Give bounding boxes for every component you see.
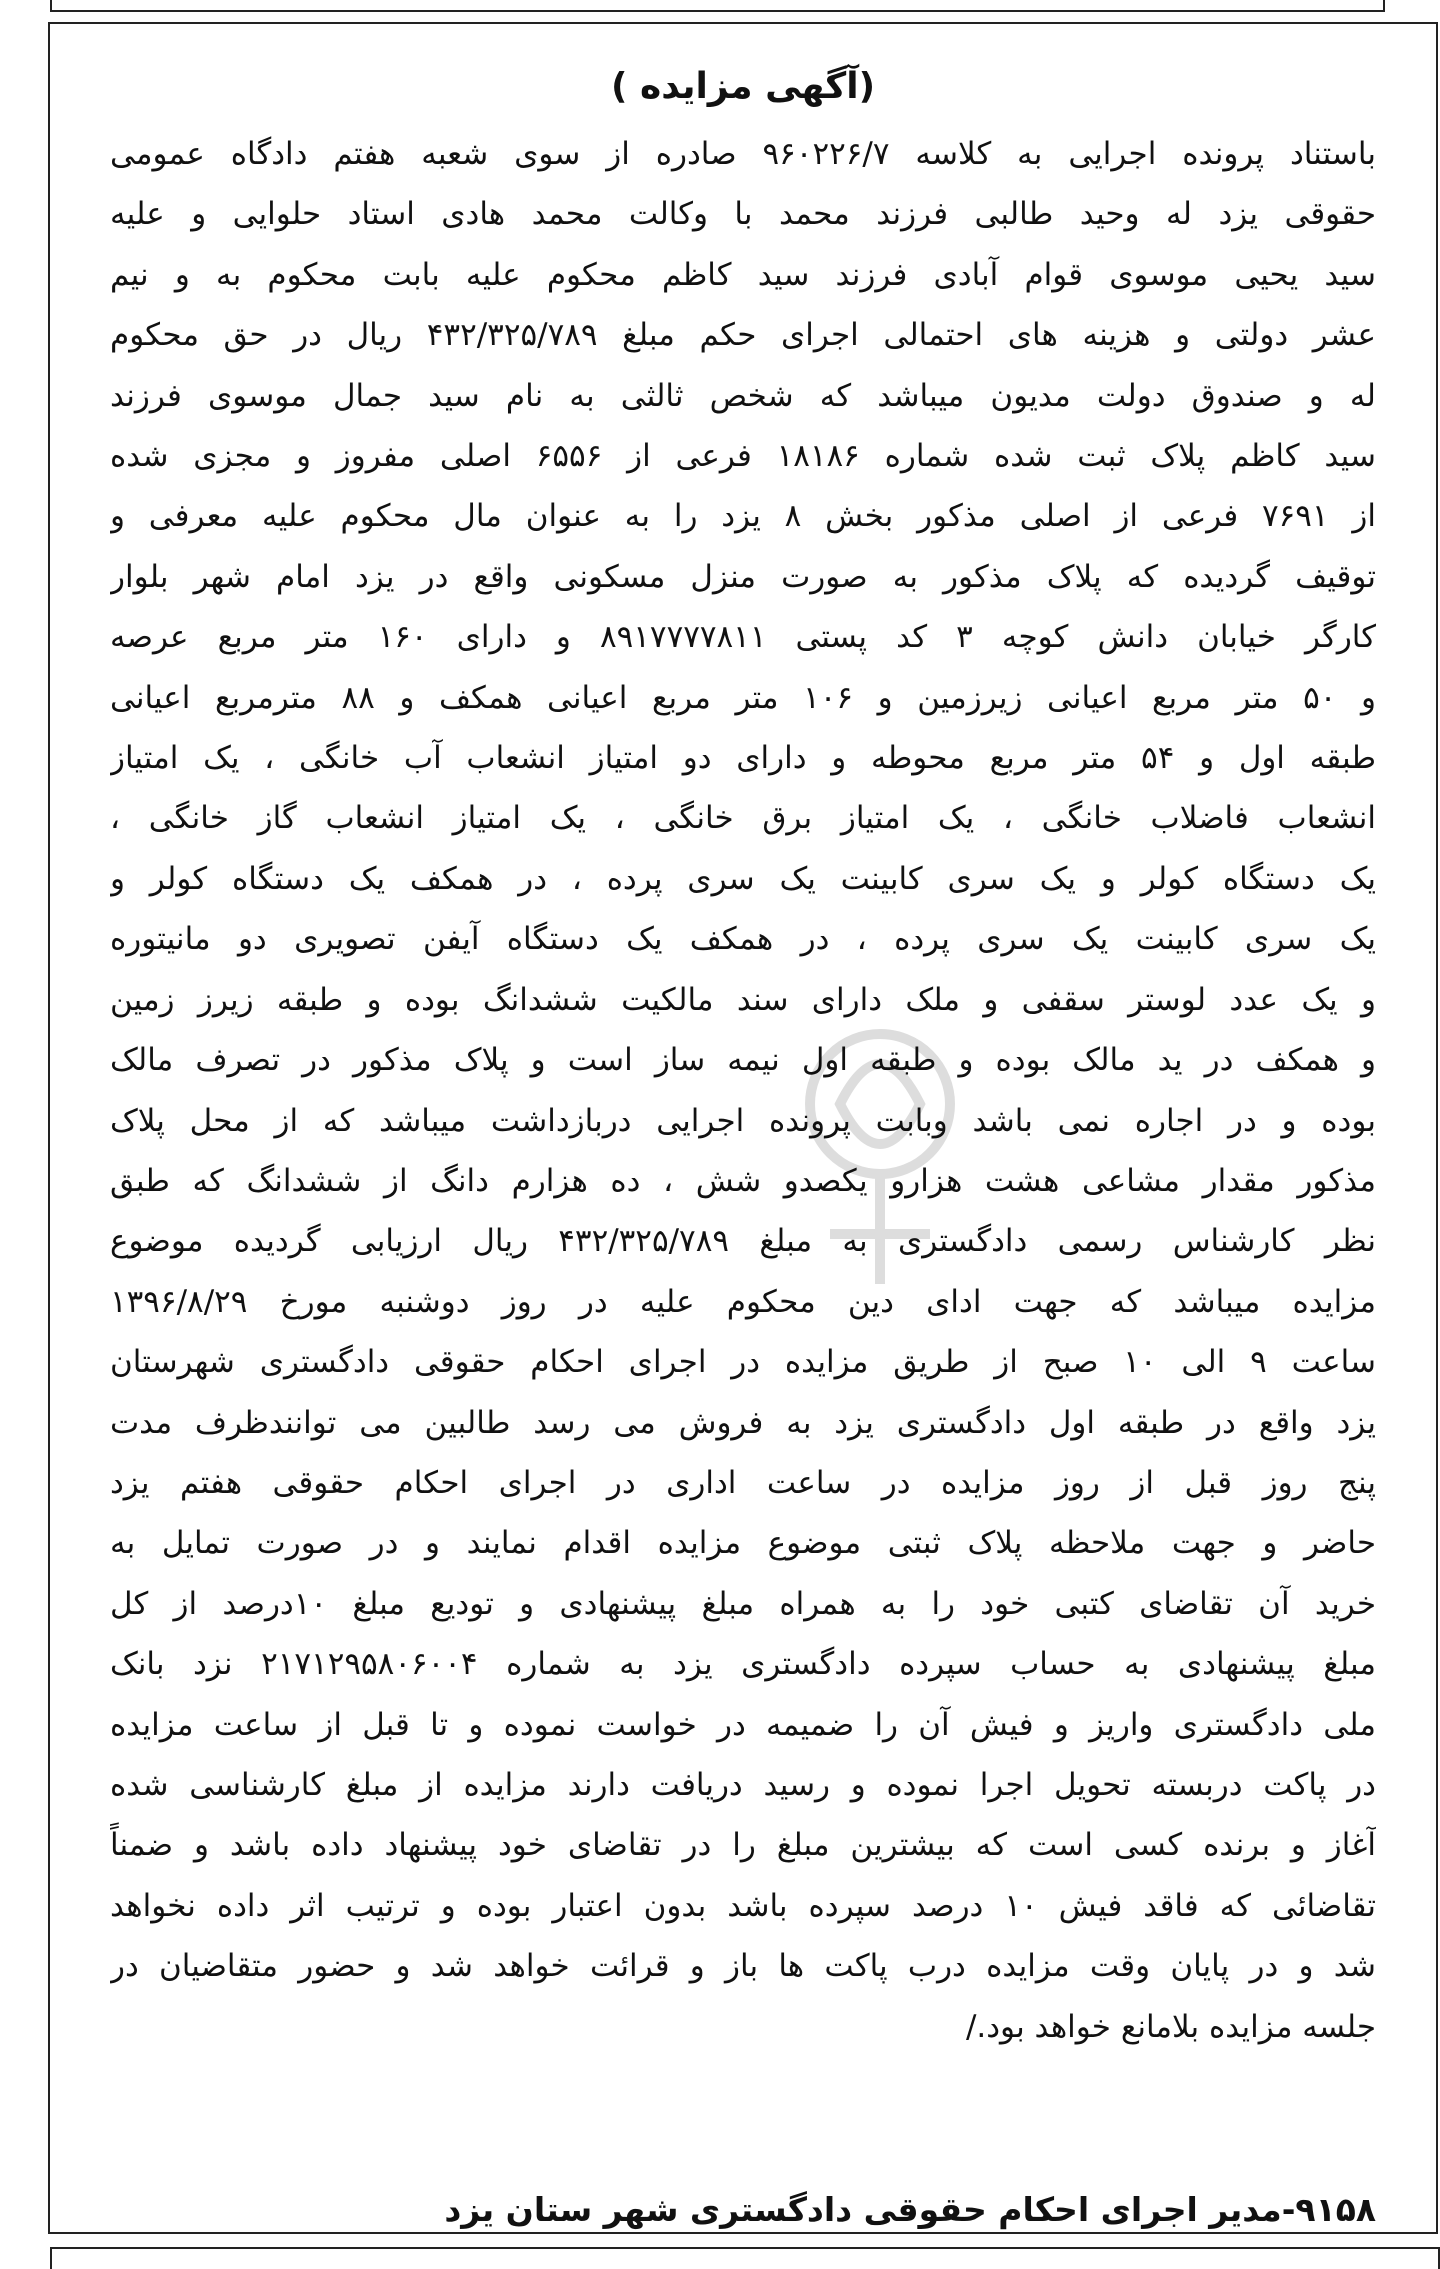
notice-line: توقیف گردیده که پلاک مذکور به صورت منزل مسکونی واقع در یزد امام شهر بلوار (110, 558, 1376, 595)
notice-line: تقاضائی که فاقد فیش ۱۰ درصد سپرده باشد بدون اعتبار بوده و ترتیب اثر داده نخواهد (110, 1887, 1376, 1924)
notice-line: پنج روز قبل از روز مزایده در ساعت اداری در اجرای احکام حقوقی هفتم یزد (110, 1464, 1376, 1501)
notice-line: مذکور مقدار مشاعی هشت هزارو یکصدو شش ، ده هزارم دانگ از ششدانگ که طبق (110, 1162, 1376, 1199)
notice-line: حقوقی یزد له وحید طالبی فرزند محمد با وکالت محمد هادی استاد حلوایی و علیه (110, 196, 1376, 233)
notice-line: و همکف در ید مالک بوده و طبقه اول نیمه ساز است و پلاک مذکور در تصرف مالک (110, 1042, 1376, 1079)
notice-line: بوده و در اجاره نمی باشد وبابت پرونده اجرایی دربازداشت میباشد که از محل پلاک (110, 1102, 1376, 1139)
notice-line: آغاز و برنده کسی است که بیشترین مبلغ را در تقاضای خود پیشنهاد داده باشد و ضمناً (110, 1827, 1376, 1864)
notice-signature: ۹۱۵۸-مدیر اجرای احکام حقوقی دادگستری شهر ستان یزد (444, 2190, 1376, 2229)
notice-line: سید کاظم پلاک ثبت شده شماره ۱۸۱۸۶ فرعی از ۶۵۵۶ اصلی مفروز و مجزی شده (110, 438, 1376, 475)
adjacent-column-border (1432, 1705, 1438, 1945)
notice-title: ( آگهی مزایده) (610, 66, 876, 107)
notice-line: از ۷۶۹۱ فرعی از اصلی مذکور بخش ۸ یزد را به عنوان مال محکوم علیه معرفی و (110, 498, 1376, 535)
previous-ad-border (50, 0, 1385, 12)
notice-line: مزایده میباشد که جهت ادای دین محکوم علیه در روز دوشنبه مورخ ۱۳۹۶/۸/۲۹ (110, 1283, 1376, 1320)
notice-line: حاضر و جهت ملاحظه پلاک ثبتی موضوع مزایده اقدام نمایند و در صورت تمایل به (110, 1525, 1376, 1562)
notice-line: ملی دادگستری واریز و فیش آن را ضمیمه در خواست نموده و تا قبل از ساعت مزایده (110, 1706, 1376, 1743)
notice-body (110, 124, 1376, 2057)
notice-line: له و صندوق دولت مدیون میباشد که شخص ثالثی به نام سید جمال موسوی فرزند (110, 377, 1376, 414)
notice-line: نظر کارشناس رسمی دادگستری به مبلغ ۴۳۲/۳۲۵/۷۸۹ ریال ارزیابی گردیده موضوع (110, 1223, 1376, 1260)
notice-line: خرید آن تقاضای کتبی خود را به همراه مبلغ پیشنهادی و تودیع مبلغ ۱۰درصد از کل (110, 1585, 1376, 1622)
notice-line: شد و در پایان وقت مزایده درب پاکت ها باز و قرائت خواهد شد و حضور متقاضیان در (110, 1948, 1376, 1985)
notice-line: و یک عدد لوستر سقفی و ملک دارای سند مالکیت ششدانگ بوده و طبقه زیرز زمین (110, 981, 1376, 1018)
notice-line: یزد واقع در طبقه اول دادگستری یزد به فروش می رسد طالبین می توانندظرف مدت (110, 1404, 1376, 1441)
auction-notice-box (48, 22, 1438, 2234)
notice-line: انشعاب فاضلاب خانگی ، یک امتیاز برق خانگی ، یک امتیاز انشعاب گاز خانگی ، (110, 800, 1376, 837)
notice-line: مبلغ پیشنهادی به حساب سپرده دادگستری یزد به شماره ۲۱۷۱۲۹۵۸۰۶۰۰۴ نزد بانک (110, 1646, 1376, 1683)
notice-line: و ۵۰ متر مربع اعیانی زیرزمین و ۱۰۶ متر مربع اعیانی همکف و ۸۸ مترمربع اعیانی (110, 679, 1376, 716)
notice-line: عشر دولتی و هزینه های احتمالی اجرای حکم مبلغ ۴۳۲/۳۲۵/۷۸۹ ریال در حق محکوم (110, 317, 1376, 354)
notice-line: کارگر خیابان دانش کوچه ۳ کد پستی ۸۹۱۷۷۷۷۸۱۱ و دارای ۱۶۰ متر مربع عرصه (110, 619, 1376, 656)
notice-line: یک دستگاه کولر و یک سری کابینت یک سری پرده ، در همکف یک دستگاه کولر و (110, 860, 1376, 897)
notice-line: یک سری کابینت یک سری پرده ، در همکف یک دستگاه آیفن تصویری دو مانیتوره (110, 921, 1376, 958)
notice-line: سید یحیی موسوی قوام آبادی فرزند سید کاظم محکوم علیه بابت محکوم به و نیم (110, 256, 1376, 293)
notice-line: جلسه مزایده بلامانع خواهد بود./ (965, 2008, 1376, 2045)
notice-line: در پاکت دربسته تحویل اجرا نموده و رسید دریافت دارند مزایده از مبلغ کارشناسی شده (110, 1766, 1376, 1803)
notice-line: باستناد پرونده اجرایی به کلاسه ۹۶۰۲۲۶/۷ صادره از سوی شعبه هفتم دادگاه عمومی (110, 136, 1376, 172)
notice-line: ساعت ۹ الی ۱۰ صبح از طریق مزایده در اجرای احکام حقوقی دادگستری شهرستان (110, 1344, 1376, 1381)
next-ad-border (50, 2247, 1440, 2269)
notice-line: طبقه اول و ۵۴ متر مربع محوطه و دارای دو امتیاز انشعاب آب خانگی ، یک امتیاز (110, 740, 1376, 777)
